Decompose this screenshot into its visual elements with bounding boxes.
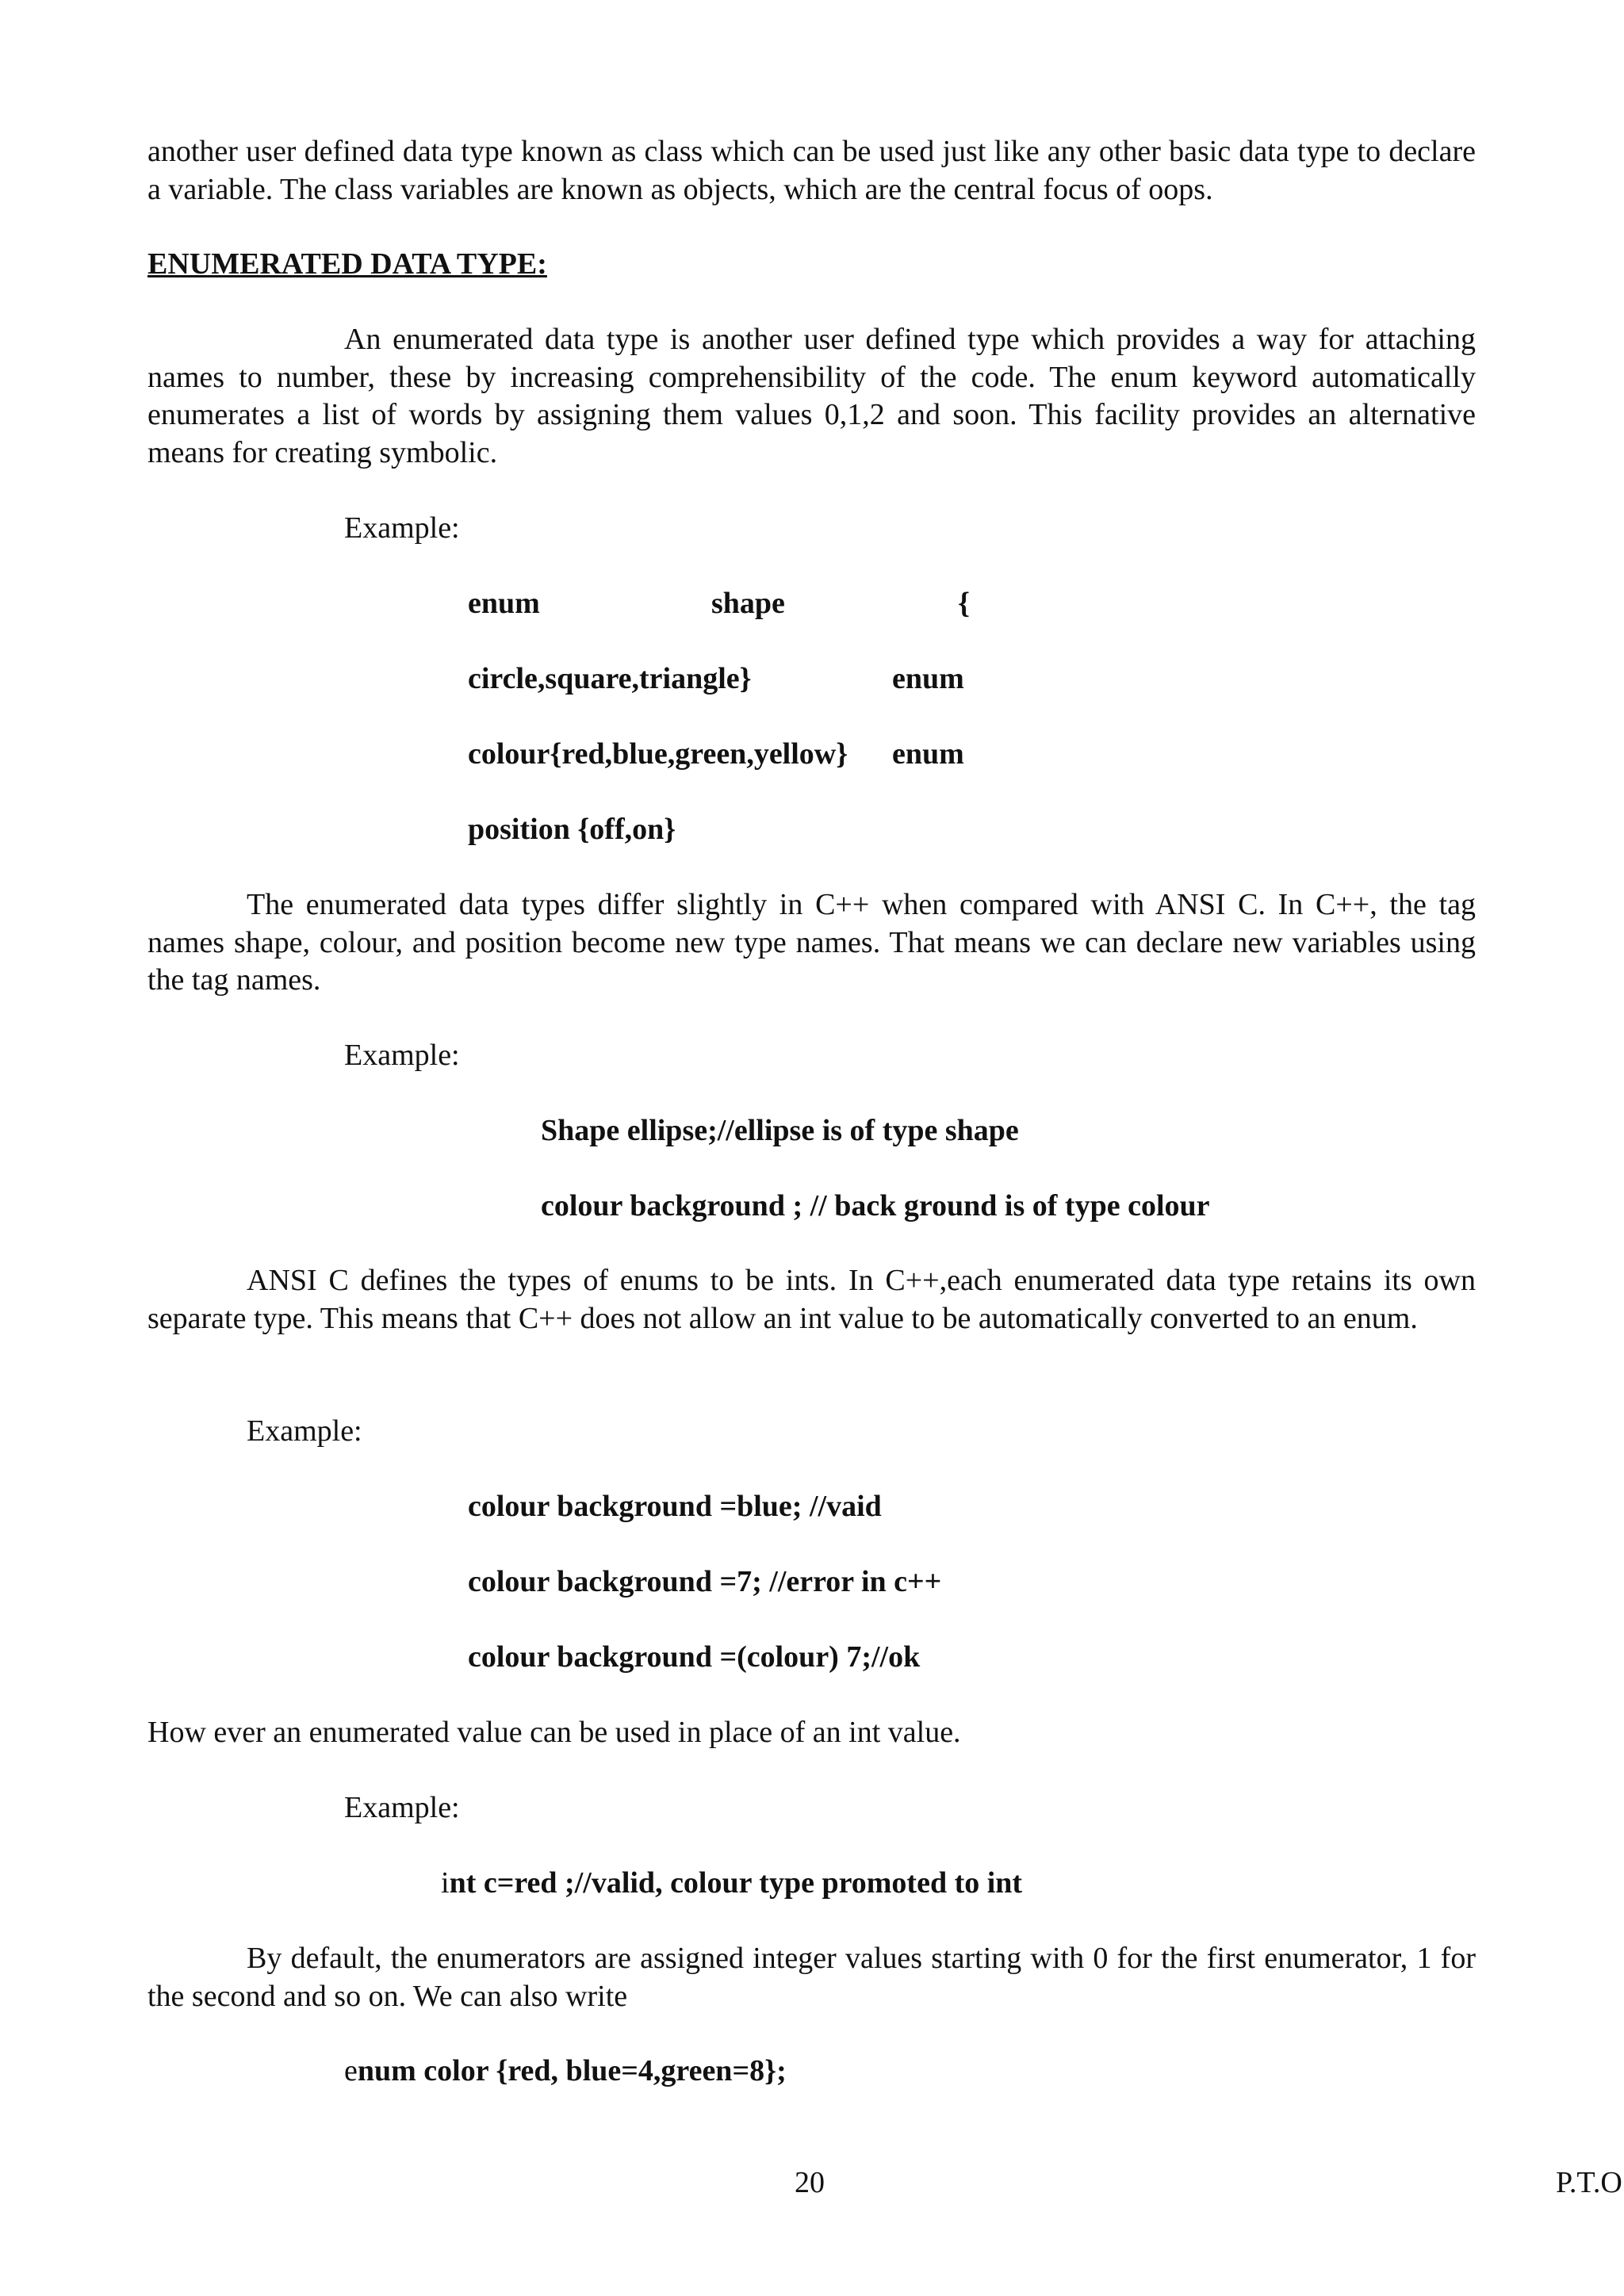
example-label-4: Example:: [344, 1791, 460, 1824]
code3-line3: colour background =(colour) 7;//ok: [468, 1640, 921, 1674]
example-label-3: Example:: [247, 1414, 362, 1448]
code1-line1-enum: enum: [468, 587, 540, 620]
code2-line2: colour background ; // back ground is of type colour: [541, 1189, 1210, 1223]
code1-line3-enum: enum: [892, 737, 964, 771]
code1-line1-shape: shape: [711, 587, 785, 620]
code1-line2-enum: enum: [892, 662, 964, 695]
code5-line: [344, 2053, 787, 2089]
paragraph-enum-definition-text: An enumerated data type is another user defined type which provides a way for attaching names to number, these by increasing comprehensibility of the code. The enum keyword automatically enumerates a list of words by assigning them values 0,1,2 and soon. This facility provides an alternative means for creating symbolic.: [147, 323, 1476, 469]
code4-first-char: i: [441, 1866, 450, 1900]
paragraph-enum-as-int: How ever an enumerated value can be used in place of an int value.: [147, 1716, 961, 1749]
intro-paragraph: [147, 133, 1476, 209]
code3-line2: colour background =7; //error in c++: [468, 1565, 942, 1598]
code1-line1-brace: {: [958, 587, 970, 620]
paragraph-cpp-tag-names-text: The enumerated data types differ slightly in C++ when compared with ANSI C. In C++, the tag names shape, colour, and position become new type names. That means we can declare new variables using the tag names.: [147, 888, 1476, 997]
paragraph-enum-definition: [147, 321, 1476, 472]
code1-line3-colour: colour{red,blue,green,yellow}: [468, 737, 848, 771]
paragraph-default-values-text: By default, the enumerators are assigned integer values starting with 0 for the first enumerator, 1 for the second and so on. We can also write: [147, 1942, 1476, 2013]
code5-rest: num color {red, blue=4,green=8};: [357, 2054, 787, 2087]
code5-first-char: e: [344, 2054, 358, 2087]
intro-text: another user defined data type known as class which can be used just like any other basic data type to declare a variable. The class variables are known as objects, which are the central focus of oops.: [147, 135, 1476, 206]
section-heading: ENUMERATED DATA TYPE:: [147, 247, 547, 281]
page-number: 20: [795, 2166, 825, 2199]
example-label-2: Example:: [344, 1039, 460, 1072]
paragraph-ansi-c-enums: [147, 1262, 1476, 1337]
code2-line1: Shape ellipse;//ellipse is of type shape: [541, 1114, 1019, 1147]
code3-line1: colour background =blue; //vaid: [468, 1490, 882, 1523]
paragraph-default-values: [147, 1940, 1476, 2015]
example-label-1: Example:: [344, 511, 460, 545]
code4-rest: nt c=red ;//valid, colour type promoted to int: [449, 1866, 1023, 1900]
pto-marker: P.T.O: [1556, 2166, 1622, 2199]
code1-line2-members: circle,square,triangle}: [468, 662, 752, 695]
code4-line: [441, 1865, 1022, 1901]
code1-line4-position: position {off,on}: [468, 813, 676, 846]
paragraph-cpp-tag-names: [147, 886, 1476, 1000]
paragraph-ansi-c-enums-text: ANSI C defines the types of enums to be ints. In C++,each enumerated data type retains its own separate type. This means that C++ does not allow an int value to be automatically converted to an enum.: [147, 1264, 1476, 1335]
